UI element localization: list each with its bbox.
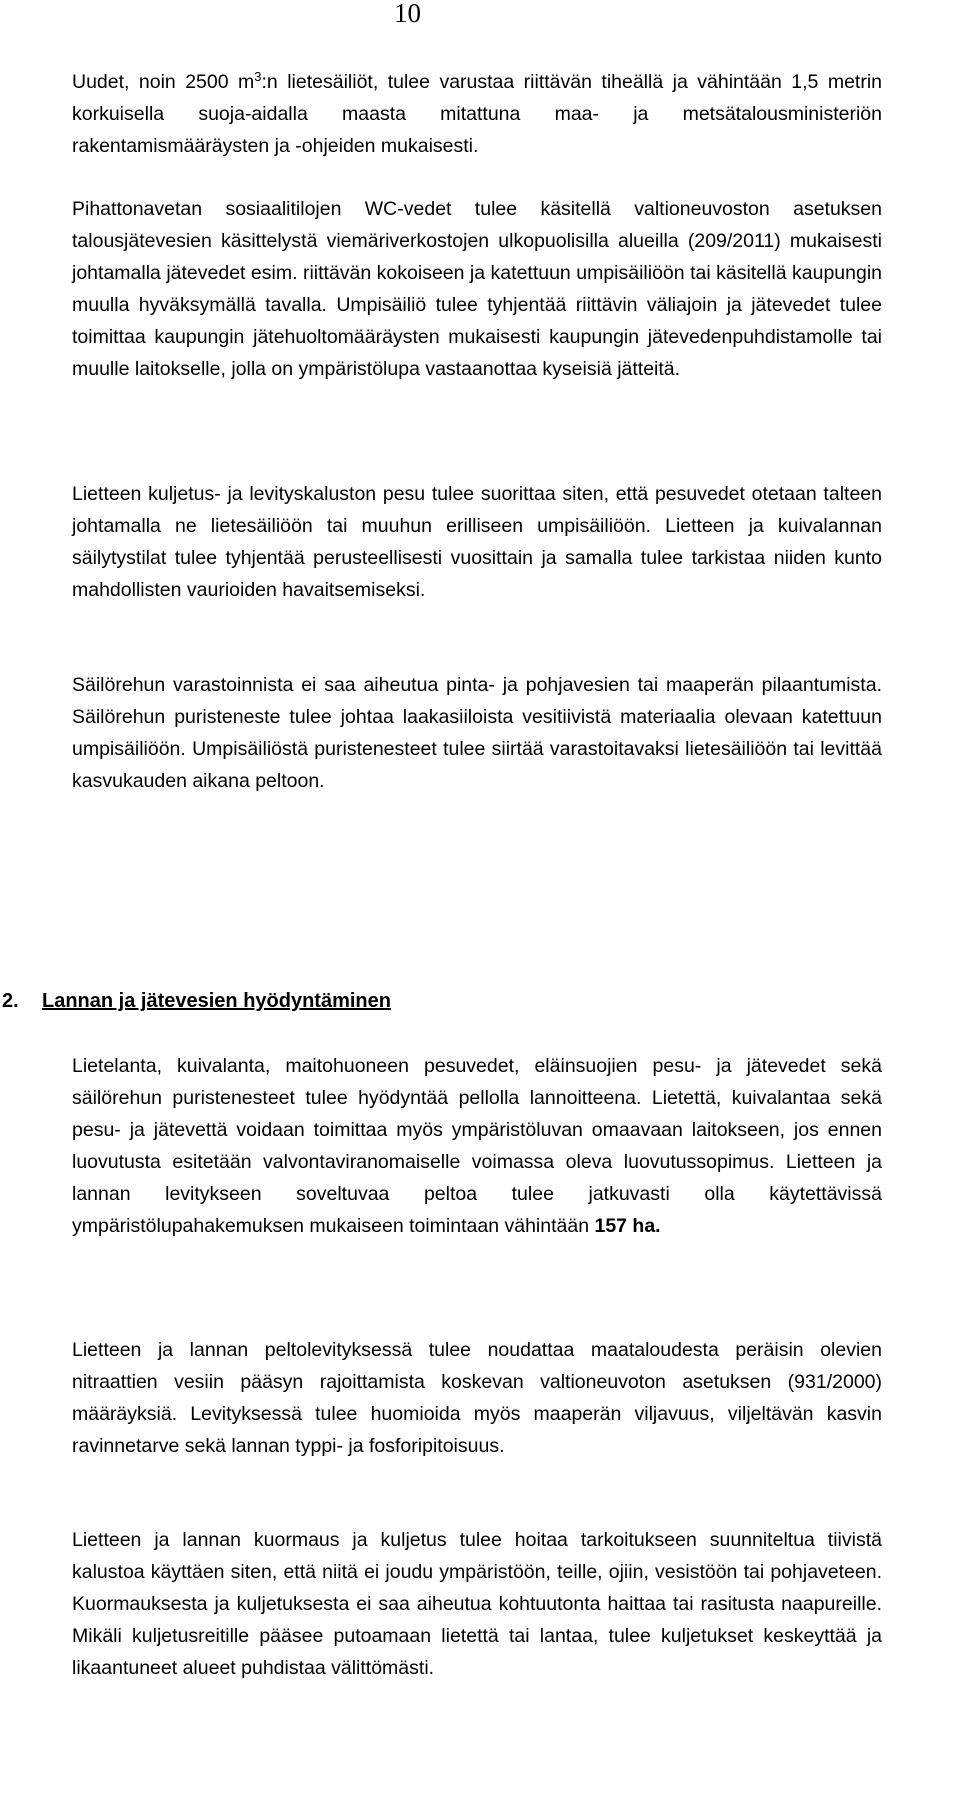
paragraph-manure-utilization (72, 1050, 882, 1242)
paragraph-wc-wastewater: Pihattonavetan sosiaalitilojen WC-vedet tulee käsitellä valtioneuvoston asetuksen talousjätevesien käsittelystä viemäriverkostojen ulkopuolisilla alueilla (209/2011) mukaisesti johtamalla jätevedet esim. riittävän kokoiseen ja katettuun umpisäiliöön tai käsitellä kaupungin muulla hyväksymällä tavalla. Umpisäiliö tulee tyhjentää riittävin väliajoin ja jätevedet tulee toimittaa kaupungin jätehuoltomääräysten mukaisesti kaupungin jätevedenpuhdistamolle tai muulle laitokselle, jolla on ympäristölupa vastaanottaa kyseisiä jätteitä. (72, 198, 882, 380)
section-title: Lannan ja jätevesien hyödyntäminen (42, 990, 391, 1012)
p1-superscript: 3 (254, 69, 262, 84)
paragraph-loading-transport: Lietteen ja lannan kuormaus ja kuljetus tulee hoitaa tarkoitukseen suunniteltua tiivistä kalustoa käyttäen siten, että niitä ei joudu ympäristöön, teille, ojiin, vesistöön tai pohjaveteen. Kuormauksesta ja kuljetuksesta ei saa aiheutua kohtuutonta haittaa tai rasitusta naapureille. Mikäli kuljetusreitille pääsee putoamaan lietettä tai lantaa, tulee kuljetukset keskeyttää ja likaantuneet alueet puhdistaa välittömästi. (72, 1529, 882, 1679)
paragraph-silage-storage: Säilörehun varastoinnista ei saa aiheutua pinta- ja pohjavesien tai maaperän pilaantumista. Säilörehun puristeneste tulee johtaa laakasiiloista vesitiivistä materiaalia olevaan katettuun umpisäiliöön. Umpisäiliöstä puristenesteet tulee siirtää varastoitavaksi lietesäiliöön tai levittää kasvukauden aikana peltoon. (72, 674, 882, 792)
paragraph-equipment-washing: Lietteen kuljetus- ja levityskaluston pesu tulee suorittaa siten, että pesuvedet otetaan talteen johtamalla ne lietesäiliöön tai muuhun erilliseen umpisäiliöön. Lietteen ja kuivalannan säilytystilat tulee tyhjentää perusteellisesti vuosittain ja samalla tulee tarkistaa niiden kunto mahdollisten vaurioiden havaitsemiseksi. (72, 483, 882, 601)
p5-text: Lietelanta, kuivalanta, maitohuoneen pesuvedet, eläinsuojien pesu- ja jätevedet sekä säilörehun puristenesteet tulee hyödyntää pellolla lannoitteena. Lietettä, kuivalantaa sekä pesu- ja jätevettä voidaan toimittaa myös ympäristöluvan omaavaan laitokseen, jos ennen luovutusta esitetään valvontaviranomaiselle voimassa oleva luovutussopimus. Lietteen ja lannan levitykseen soveltuvaa peltoa tulee jatkuvasti olla käytettävissä ympäristölupahakemuksen mukaiseen toimintaan vähintään (72, 1055, 882, 1237)
page-number: 10 (394, 0, 421, 28)
p1-before-sup: Uudet, noin 2500 m (72, 71, 255, 93)
p1-after-sup: :n lietesäiliöt, tulee varustaa riittävän tiheällä ja vähintään 1,5 metrin korkuisella suoja-aidalla maasta mitattuna maa- ja metsätalousministeriön rakentamismääräysten ja -ohjeiden mukaisesti. (72, 71, 882, 157)
paragraph-slurry-tank-fencing (72, 66, 882, 162)
section-number: 2. (2, 990, 19, 1012)
section-heading (2, 985, 391, 1017)
p5-field-area: 157 ha. (594, 1215, 661, 1237)
paragraph-field-spreading: Lietteen ja lannan peltolevityksessä tulee noudattaa maataloudesta peräisin olevien nitraattien vesiin pääsyn rajoittamista koskevan valtioneuvoton asetuksen (931/2000) määräyksiä. Levityksessä tulee huomioida myös maaperän viljavuus, viljeltävän kasvin ravinnetarve sekä lannan typpi- ja fosforipitoisuus. (72, 1339, 882, 1457)
